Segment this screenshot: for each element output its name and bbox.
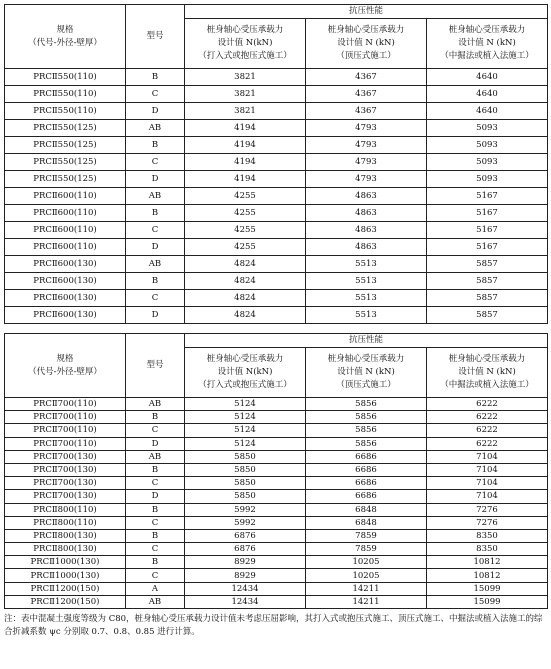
model-cell: D: [126, 437, 185, 450]
model-cell: AB: [126, 450, 185, 463]
jacked-capacity-cell: 10205: [306, 569, 427, 582]
table-note: 注：表中混凝土强度等级为 C80，桩身轴心受压承载力设计值未考虑压屈影响，其打入式或抱压式施工、顶压式施工、中掘法或植入法施工的综合折减系数 ψc 分别取 0.7、0.8、0.85 进行计算。: [4, 614, 543, 637]
spec-cell: PRCⅡ550(110): [5, 86, 126, 103]
bored-capacity-cell: 4640: [427, 103, 548, 120]
bored-capacity-cell: 5167: [427, 239, 548, 256]
spec-cell: PRCⅡ600(130): [5, 256, 126, 273]
table-row: [5, 424, 548, 437]
model-cell: B: [126, 205, 185, 222]
table-row: [5, 398, 548, 411]
jacked-capacity-cell: 14211: [306, 582, 427, 595]
bored-capacity-cell: 7104: [427, 477, 548, 490]
bored-capacity-cell: 5857: [427, 256, 548, 273]
driven-capacity-cell: 5992: [185, 516, 306, 529]
bored-capacity-header: 桩身轴心受压承载力 设计值 N (kN) （中掘法或植入法施工）: [427, 348, 548, 398]
spec-cell: PRCⅡ600(130): [5, 273, 126, 290]
driven-capacity-cell: 4194: [185, 120, 306, 137]
spec-cell: PRCⅡ600(130): [5, 307, 126, 324]
jacked-capacity-cell: 4863: [306, 222, 427, 239]
model-cell: C: [126, 569, 185, 582]
table-row: [5, 307, 548, 324]
table-row: [5, 516, 548, 529]
driven-capacity-cell: 4255: [185, 239, 306, 256]
spec-cell: PRCⅡ700(130): [5, 490, 126, 503]
spec-cell: PRCⅡ550(125): [5, 171, 126, 188]
model-cell: D: [126, 490, 185, 503]
bored-capacity-cell: 4640: [427, 86, 548, 103]
capacity-table-1: [4, 4, 548, 324]
jacked-capacity-cell: 6848: [306, 503, 427, 516]
jacked-capacity-cell: 5856: [306, 424, 427, 437]
table-row: [5, 273, 548, 290]
model-cell: B: [126, 463, 185, 476]
table-row: [5, 290, 548, 307]
driven-capacity-header: 桩身轴心受压承载力 设计值 N(kN) （打入式或抱压式施工）: [185, 348, 306, 398]
driven-capacity-cell: 12434: [185, 595, 306, 608]
jacked-capacity-cell: 4793: [306, 154, 427, 171]
spec-cell: PRCⅡ600(110): [5, 188, 126, 205]
table-row: [5, 205, 548, 222]
driven-capacity-cell: 4824: [185, 273, 306, 290]
driven-capacity-cell: 5124: [185, 437, 306, 450]
spec-cell: PRCⅡ550(110): [5, 69, 126, 86]
bored-capacity-cell: 10812: [427, 569, 548, 582]
driven-capacity-cell: 12434: [185, 582, 306, 595]
table-row: [5, 256, 548, 273]
bored-capacity-cell: 6222: [427, 424, 548, 437]
model-cell: AB: [126, 188, 185, 205]
jacked-capacity-cell: 6686: [306, 450, 427, 463]
model-cell: B: [126, 556, 185, 569]
table-body: [5, 398, 548, 609]
jacked-capacity-cell: 7859: [306, 543, 427, 556]
model-cell: C: [126, 154, 185, 171]
bored-capacity-cell: 7276: [427, 516, 548, 529]
model-cell: AB: [126, 120, 185, 137]
driven-capacity-cell: 3821: [185, 103, 306, 120]
model-cell: D: [126, 171, 185, 188]
driven-capacity-cell: 5124: [185, 398, 306, 411]
table-row: [5, 137, 548, 154]
model-cell: C: [126, 290, 185, 307]
driven-capacity-cell: 5992: [185, 503, 306, 516]
jacked-capacity-cell: 5856: [306, 411, 427, 424]
table-row: [5, 543, 548, 556]
bored-capacity-header: 桩身轴心受压承载力 设计值 N (kN) （中掘法或植入法施工）: [427, 19, 548, 69]
table-row: [5, 171, 548, 188]
driven-capacity-cell: 4255: [185, 222, 306, 239]
jacked-capacity-cell: 4367: [306, 103, 427, 120]
document-page: [4, 4, 547, 639]
jacked-capacity-cell: 4793: [306, 120, 427, 137]
table-row: [5, 463, 548, 476]
bored-capacity-cell: 6222: [427, 398, 548, 411]
driven-capacity-cell: 4255: [185, 188, 306, 205]
table-row: [5, 103, 548, 120]
jacked-capacity-cell: 4863: [306, 188, 427, 205]
model-cell: C: [126, 424, 185, 437]
jacked-capacity-header: 桩身轴心受压承载力 设计值 N (kN) （顶压式施工）: [306, 19, 427, 69]
spec-cell: PRCⅡ800(130): [5, 529, 126, 542]
driven-capacity-cell: 4194: [185, 154, 306, 171]
table-row: [5, 582, 548, 595]
bored-capacity-cell: 6222: [427, 411, 548, 424]
bored-capacity-cell: 7104: [427, 450, 548, 463]
driven-capacity-cell: 5124: [185, 424, 306, 437]
spec-cell: PRCⅡ700(110): [5, 411, 126, 424]
table-row: [5, 450, 548, 463]
bored-capacity-cell: 5093: [427, 154, 548, 171]
driven-capacity-cell: 5850: [185, 490, 306, 503]
jacked-capacity-cell: 4367: [306, 69, 427, 86]
table-body: [5, 69, 548, 324]
jacked-capacity-cell: 7859: [306, 529, 427, 542]
jacked-capacity-cell: 4863: [306, 205, 427, 222]
jacked-capacity-cell: 5856: [306, 437, 427, 450]
model-cell: D: [126, 239, 185, 256]
table-row: [5, 529, 548, 542]
spec-cell: PRCⅡ600(130): [5, 290, 126, 307]
bored-capacity-cell: 7104: [427, 463, 548, 476]
driven-capacity-cell: 5850: [185, 463, 306, 476]
model-cell: C: [126, 477, 185, 490]
spec-cell: PRCⅡ1000(130): [5, 569, 126, 582]
spec-cell: PRCⅡ550(125): [5, 137, 126, 154]
table-row: [5, 503, 548, 516]
driven-capacity-cell: 4194: [185, 137, 306, 154]
driven-capacity-cell: 3821: [185, 69, 306, 86]
driven-capacity-cell: 5850: [185, 450, 306, 463]
table-row: [5, 239, 548, 256]
capacity-table-2: [4, 333, 548, 609]
jacked-capacity-cell: 6686: [306, 463, 427, 476]
model-cell: D: [126, 103, 185, 120]
compression-performance-header: 抗压性能: [185, 5, 548, 19]
table-row: [5, 86, 548, 103]
driven-capacity-cell: 8929: [185, 569, 306, 582]
driven-capacity-cell: 6876: [185, 529, 306, 542]
spec-cell: PRCⅡ700(130): [5, 450, 126, 463]
jacked-capacity-cell: 4793: [306, 137, 427, 154]
model-cell: B: [126, 503, 185, 516]
bored-capacity-cell: 7276: [427, 503, 548, 516]
spec-cell: PRCⅡ700(130): [5, 463, 126, 476]
table-row: [5, 437, 548, 450]
jacked-capacity-cell: 5856: [306, 398, 427, 411]
jacked-capacity-cell: 4863: [306, 239, 427, 256]
spec-cell: PRCⅡ1000(130): [5, 556, 126, 569]
table-row: [5, 69, 548, 86]
spec-cell: PRCⅡ600(110): [5, 239, 126, 256]
jacked-capacity-cell: 6848: [306, 516, 427, 529]
jacked-capacity-header: 桩身轴心受压承载力 设计值 N (kN) （顶压式施工）: [306, 348, 427, 398]
bored-capacity-cell: 4640: [427, 69, 548, 86]
jacked-capacity-cell: 4793: [306, 171, 427, 188]
model-cell: AB: [126, 595, 185, 608]
bored-capacity-cell: 6222: [427, 437, 548, 450]
model-cell: C: [126, 86, 185, 103]
table-row: [5, 595, 548, 608]
bored-capacity-cell: 8350: [427, 543, 548, 556]
jacked-capacity-cell: 5513: [306, 256, 427, 273]
spec-cell: PRCⅡ550(110): [5, 103, 126, 120]
table-row: [5, 490, 548, 503]
model-cell: AB: [126, 256, 185, 273]
spec-header: 规格 （代号-外径-壁厚）: [5, 334, 126, 398]
model-cell: B: [126, 69, 185, 86]
spec-cell: PRCⅡ800(110): [5, 503, 126, 516]
compression-performance-header: 抗压性能: [185, 334, 548, 348]
driven-capacity-cell: 6876: [185, 543, 306, 556]
bored-capacity-cell: 15099: [427, 582, 548, 595]
bored-capacity-cell: 5167: [427, 205, 548, 222]
model-cell: B: [126, 273, 185, 290]
spec-cell: PRCⅡ700(130): [5, 477, 126, 490]
model-cell: C: [126, 222, 185, 239]
table-row: [5, 120, 548, 137]
model-cell: AB: [126, 398, 185, 411]
spec-cell: PRCⅡ700(110): [5, 437, 126, 450]
driven-capacity-cell: 5850: [185, 477, 306, 490]
jacked-capacity-cell: 6686: [306, 477, 427, 490]
model-cell: C: [126, 516, 185, 529]
bored-capacity-cell: 8350: [427, 529, 548, 542]
spec-cell: PRCⅡ550(125): [5, 120, 126, 137]
driven-capacity-cell: 4824: [185, 307, 306, 324]
driven-capacity-cell: 4255: [185, 205, 306, 222]
bored-capacity-cell: 10812: [427, 556, 548, 569]
table-row: [5, 556, 548, 569]
jacked-capacity-cell: 6686: [306, 490, 427, 503]
driven-capacity-cell: 4194: [185, 171, 306, 188]
model-header: 型号: [126, 5, 185, 69]
driven-capacity-cell: 4824: [185, 290, 306, 307]
model-cell: D: [126, 307, 185, 324]
jacked-capacity-cell: 4367: [306, 86, 427, 103]
model-cell: B: [126, 137, 185, 154]
jacked-capacity-cell: 5513: [306, 273, 427, 290]
table-row: [5, 188, 548, 205]
jacked-capacity-cell: 5513: [306, 307, 427, 324]
bored-capacity-cell: 5093: [427, 171, 548, 188]
spec-cell: PRCⅡ600(110): [5, 205, 126, 222]
driven-capacity-cell: 3821: [185, 86, 306, 103]
driven-capacity-cell: 4824: [185, 256, 306, 273]
spec-cell: PRCⅡ550(125): [5, 154, 126, 171]
table-row: [5, 569, 548, 582]
spec-cell: PRCⅡ1200(150): [5, 595, 126, 608]
driven-capacity-header: 桩身轴心受压承载力 设计值 N(kN) （打入式或抱压式施工）: [185, 19, 306, 69]
driven-capacity-cell: 5124: [185, 411, 306, 424]
spec-cell: PRCⅡ700(110): [5, 398, 126, 411]
bored-capacity-cell: 15099: [427, 595, 548, 608]
spec-cell: PRCⅡ700(110): [5, 424, 126, 437]
spec-cell: PRCⅡ800(130): [5, 543, 126, 556]
jacked-capacity-cell: 10205: [306, 556, 427, 569]
bored-capacity-cell: 5857: [427, 307, 548, 324]
jacked-capacity-cell: 5513: [306, 290, 427, 307]
bored-capacity-cell: 7104: [427, 490, 548, 503]
table-row: [5, 411, 548, 424]
driven-capacity-cell: 8929: [185, 556, 306, 569]
spec-cell: PRCⅡ800(110): [5, 516, 126, 529]
bored-capacity-cell: 5857: [427, 290, 548, 307]
model-cell: C: [126, 543, 185, 556]
model-header: 型号: [126, 334, 185, 398]
spec-cell: PRCⅡ1200(150): [5, 582, 126, 595]
bored-capacity-cell: 5857: [427, 273, 548, 290]
spec-header: 规格 （代号-外径-壁厚）: [5, 5, 126, 69]
bored-capacity-cell: 5093: [427, 137, 548, 154]
bored-capacity-cell: 5167: [427, 188, 548, 205]
table-row: [5, 477, 548, 490]
table-row: [5, 222, 548, 239]
bored-capacity-cell: 5093: [427, 120, 548, 137]
model-cell: B: [126, 529, 185, 542]
table-row: [5, 154, 548, 171]
model-cell: B: [126, 411, 185, 424]
jacked-capacity-cell: 14211: [306, 595, 427, 608]
bored-capacity-cell: 5167: [427, 222, 548, 239]
model-cell: A: [126, 582, 185, 595]
spec-cell: PRCⅡ600(110): [5, 222, 126, 239]
